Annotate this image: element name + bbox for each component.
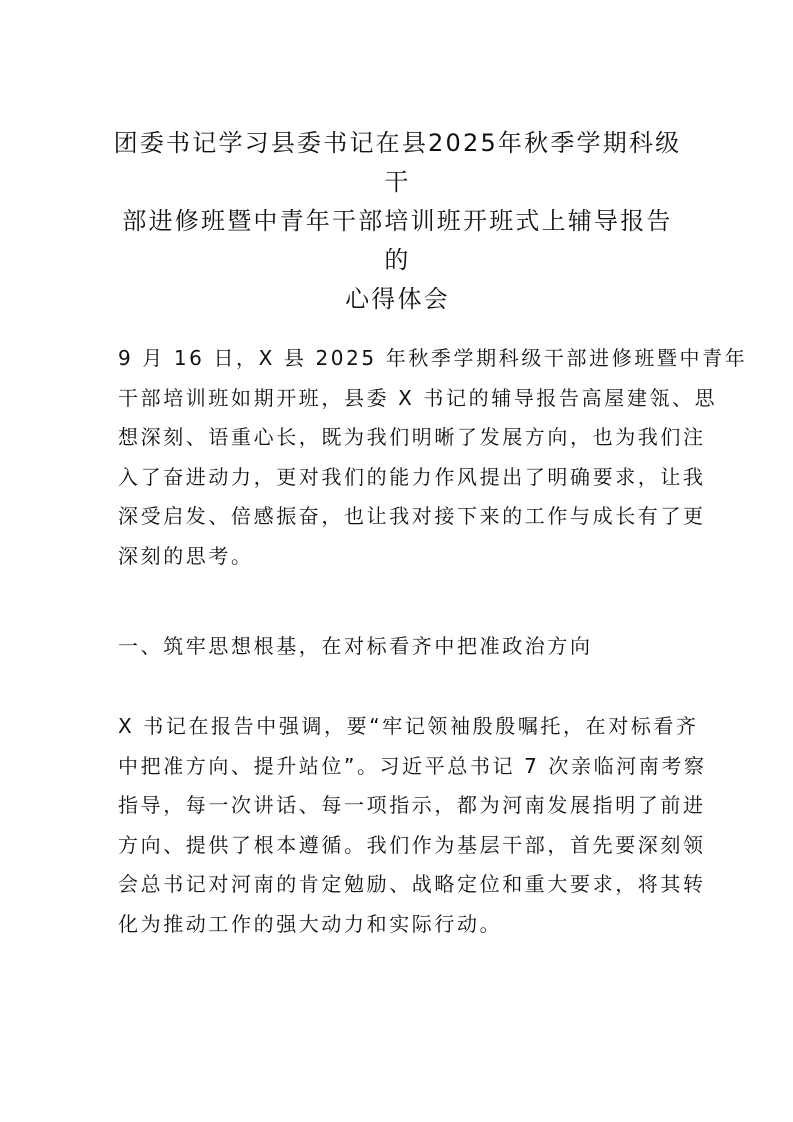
paragraph-line: 深刻的思考。 bbox=[118, 543, 254, 568]
paragraph-line: 干部培训班如期开班，县委 X 书记的辅导报告高屋建瓴、思 bbox=[118, 385, 718, 410]
paragraph-line: 会总书记对河南的肯定勉励、战略定位和重大要求，将其转 bbox=[118, 872, 706, 897]
paragraph-line: 9 月 16 日，X 县 2025 年秋季学期科级干部进修班暨中青年 bbox=[118, 346, 748, 370]
document-title bbox=[110, 124, 685, 319]
paragraph-line: 深受启发、倍感振奋，也让我对接下来的工作与成长有了更 bbox=[118, 504, 706, 529]
paragraph-line: 化为推动工作的强大动力和实际行动。 bbox=[118, 911, 503, 936]
heading-line: 一、筑牢思想根基，在对标看齐中把准政治方向 bbox=[118, 634, 593, 658]
paragraph-line: 指导，每一次讲话、每一项指示，都为河南发展指明了前进 bbox=[118, 793, 706, 818]
section-1-paragraph bbox=[118, 707, 707, 945]
title-line-3: 心得体会 bbox=[345, 285, 450, 313]
intro-paragraph bbox=[118, 339, 748, 577]
section-heading-1 bbox=[118, 627, 678, 667]
paragraph-line: 入了奋进动力，更对我们的能力作风提出了明确要求，让我 bbox=[118, 464, 706, 489]
paragraph-line: 方向、提供了根本遵循。我们作为基层干部，首先要深刻领 bbox=[118, 832, 706, 857]
paragraph-line: 中把准方向、提升站位”。习近平总书记 7 次亲临河南考察 bbox=[118, 753, 707, 778]
title-line-2: 部进修班暨中青年干部培训班开班式上辅导报告的 bbox=[122, 207, 673, 274]
paragraph-line: X 书记在报告中强调，要“牢记领袖殷殷嘱托，在对标看齐 bbox=[118, 714, 699, 738]
paragraph-line: 想深刻、语重心长，既为我们明晰了发展方向，也为我们注 bbox=[118, 425, 706, 450]
title-line-1: 团委书记学习县委书记在县2025年秋季学期科级干 bbox=[113, 129, 682, 196]
